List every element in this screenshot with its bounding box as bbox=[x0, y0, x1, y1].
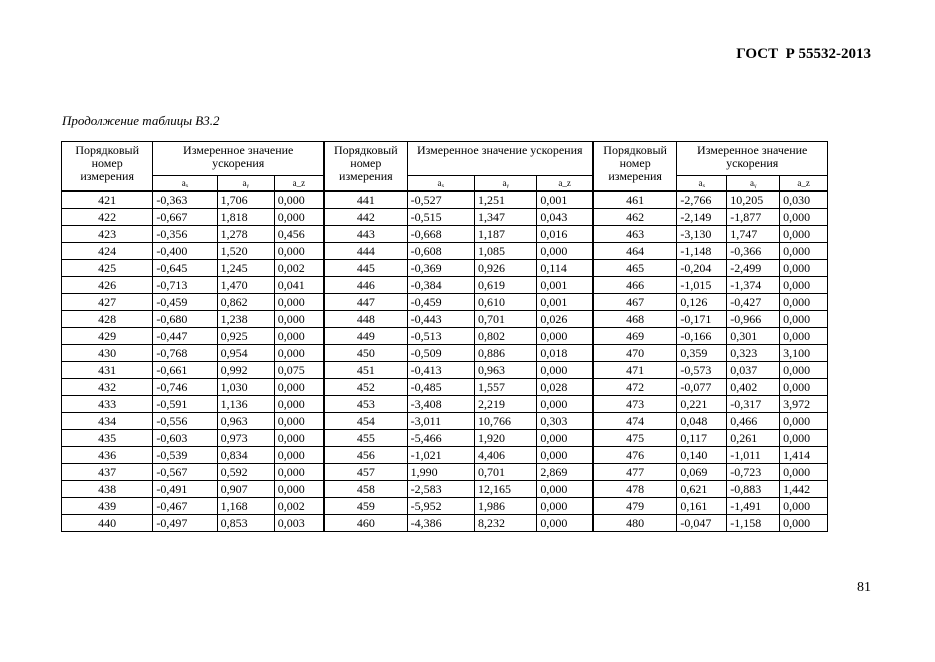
table-cell: 433 bbox=[62, 396, 153, 413]
table-cell: 0,000 bbox=[780, 311, 828, 328]
table-cell: 447 bbox=[324, 294, 407, 311]
table-cell: -5,952 bbox=[407, 498, 474, 515]
header-ax-3: aₓ bbox=[677, 176, 727, 192]
table-cell: 423 bbox=[62, 226, 153, 243]
table-cell: 0,000 bbox=[537, 328, 593, 345]
table-cell: 1,470 bbox=[217, 277, 274, 294]
table-cell: 431 bbox=[62, 362, 153, 379]
table-cell: -0,384 bbox=[407, 277, 474, 294]
table-cell: 466 bbox=[593, 277, 677, 294]
table-cell: 0,126 bbox=[677, 294, 727, 311]
table-cell: 471 bbox=[593, 362, 677, 379]
table-cell: 474 bbox=[593, 413, 677, 430]
table-cell: 429 bbox=[62, 328, 153, 345]
table-cell: 0,261 bbox=[727, 430, 780, 447]
table-row bbox=[62, 328, 828, 345]
table-cell: 0,907 bbox=[217, 481, 274, 498]
table-cell: 0,000 bbox=[780, 413, 828, 430]
table-cell: 0,886 bbox=[475, 345, 537, 362]
table-cell: 0,018 bbox=[537, 345, 593, 362]
table-cell: -2,766 bbox=[677, 191, 727, 209]
table-cell: 461 bbox=[593, 191, 677, 209]
table-cell: -0,883 bbox=[727, 481, 780, 498]
header-group-2: Измеренное значение ускорения bbox=[407, 142, 593, 176]
table-cell: 0,466 bbox=[727, 413, 780, 430]
table-cell: 1,818 bbox=[217, 209, 274, 226]
table-cell: 470 bbox=[593, 345, 677, 362]
table-row bbox=[62, 413, 828, 430]
table-cell: 0,000 bbox=[780, 328, 828, 345]
table-row bbox=[62, 345, 828, 362]
table-row bbox=[62, 209, 828, 226]
table-cell: 0,000 bbox=[780, 294, 828, 311]
table-cell: -0,447 bbox=[153, 328, 217, 345]
table-cell: 0,456 bbox=[274, 226, 324, 243]
table-row bbox=[62, 277, 828, 294]
header-number-1: Порядковый номер измерения bbox=[62, 142, 153, 192]
table-cell: -0,556 bbox=[153, 413, 217, 430]
header-ay-1: aᵧ bbox=[217, 176, 274, 192]
table-cell: 0,221 bbox=[677, 396, 727, 413]
table-cell: 0,000 bbox=[780, 379, 828, 396]
table-cell: 1,414 bbox=[780, 447, 828, 464]
table-cell: 1,030 bbox=[217, 379, 274, 396]
table-cell: 457 bbox=[324, 464, 407, 481]
table-cell: 472 bbox=[593, 379, 677, 396]
table-cell: 0,000 bbox=[274, 191, 324, 209]
table-cell: 452 bbox=[324, 379, 407, 396]
table-cell: 475 bbox=[593, 430, 677, 447]
table-cell: 1,706 bbox=[217, 191, 274, 209]
table-cell: -0,317 bbox=[727, 396, 780, 413]
table-cell: -0,723 bbox=[727, 464, 780, 481]
header-number-2: Порядковый номер измерения bbox=[324, 142, 407, 192]
table-cell: 3,100 bbox=[780, 345, 828, 362]
table-cell: 0,043 bbox=[537, 209, 593, 226]
table-cell: 0,000 bbox=[274, 209, 324, 226]
table-cell: -2,583 bbox=[407, 481, 474, 498]
table-cell: 0,592 bbox=[217, 464, 274, 481]
table-cell: -1,491 bbox=[727, 498, 780, 515]
table-cell: 427 bbox=[62, 294, 153, 311]
table-cell: 0,000 bbox=[274, 311, 324, 328]
table-cell: 1,920 bbox=[475, 430, 537, 447]
page-number: 81 bbox=[857, 580, 871, 595]
table-cell: 0,114 bbox=[537, 260, 593, 277]
table-cell: 0,834 bbox=[217, 447, 274, 464]
table-cell: 451 bbox=[324, 362, 407, 379]
table-cell: 0,140 bbox=[677, 447, 727, 464]
table-cell: 3,972 bbox=[780, 396, 828, 413]
table-row bbox=[62, 498, 828, 515]
table-cell: 454 bbox=[324, 413, 407, 430]
table-cell: 455 bbox=[324, 430, 407, 447]
table-cell: 0,000 bbox=[780, 464, 828, 481]
table-cell: 459 bbox=[324, 498, 407, 515]
table-cell: 0,000 bbox=[537, 515, 593, 532]
table-cell: 0,323 bbox=[727, 345, 780, 362]
table-cell: 0,000 bbox=[780, 515, 828, 532]
table-cell: 0,000 bbox=[780, 243, 828, 260]
table-cell: 0,002 bbox=[274, 498, 324, 515]
table-cell: -2,149 bbox=[677, 209, 727, 226]
table-cell: -1,021 bbox=[407, 447, 474, 464]
table-cell: -0,603 bbox=[153, 430, 217, 447]
table-row bbox=[62, 243, 828, 260]
table-cell: 0,001 bbox=[537, 277, 593, 294]
table-cell: -0,485 bbox=[407, 379, 474, 396]
table-cell: 450 bbox=[324, 345, 407, 362]
table-cell: 1,442 bbox=[780, 481, 828, 498]
table-cell: 0,003 bbox=[274, 515, 324, 532]
table-cell: 0,000 bbox=[537, 498, 593, 515]
table-cell: 469 bbox=[593, 328, 677, 345]
table-cell: -0,746 bbox=[153, 379, 217, 396]
table-cell: -3,408 bbox=[407, 396, 474, 413]
table-cell: 0,000 bbox=[274, 379, 324, 396]
table-row bbox=[62, 362, 828, 379]
table-row bbox=[62, 260, 828, 277]
table-cell: 424 bbox=[62, 243, 153, 260]
table-cell: 426 bbox=[62, 277, 153, 294]
table-cell: 0,117 bbox=[677, 430, 727, 447]
table-cell: -0,539 bbox=[153, 447, 217, 464]
table-cell: 1,168 bbox=[217, 498, 274, 515]
header-group-1: Измеренное значение ускорения bbox=[153, 142, 324, 176]
table-cell: 456 bbox=[324, 447, 407, 464]
table-cell: -0,573 bbox=[677, 362, 727, 379]
table-cell: -0,459 bbox=[407, 294, 474, 311]
table-cell: 445 bbox=[324, 260, 407, 277]
table-cell: -5,466 bbox=[407, 430, 474, 447]
table-cell: 1,136 bbox=[217, 396, 274, 413]
table-row bbox=[62, 191, 828, 209]
table-cell: 0,000 bbox=[780, 277, 828, 294]
table-cell: -0,363 bbox=[153, 191, 217, 209]
table-cell: 0,701 bbox=[475, 311, 537, 328]
table-row bbox=[62, 294, 828, 311]
table-row bbox=[62, 447, 828, 464]
table-cell: -0,515 bbox=[407, 209, 474, 226]
table-cell: 0,992 bbox=[217, 362, 274, 379]
table-cell: 0,000 bbox=[274, 430, 324, 447]
table-cell: 476 bbox=[593, 447, 677, 464]
table-cell: 1,520 bbox=[217, 243, 274, 260]
table-cell: 2,219 bbox=[475, 396, 537, 413]
table-cell: 1,347 bbox=[475, 209, 537, 226]
table-cell: 436 bbox=[62, 447, 153, 464]
table-cell: 0,862 bbox=[217, 294, 274, 311]
table-cell: 0,037 bbox=[727, 362, 780, 379]
document-header: ГОСТ Р 55532-2013 bbox=[736, 46, 871, 62]
table-cell: -0,204 bbox=[677, 260, 727, 277]
table-cell: -0,608 bbox=[407, 243, 474, 260]
table-cell: -0,713 bbox=[153, 277, 217, 294]
table-cell: 0,925 bbox=[217, 328, 274, 345]
table-cell: 0,026 bbox=[537, 311, 593, 328]
table-cell: -4,386 bbox=[407, 515, 474, 532]
table-cell: 1,278 bbox=[217, 226, 274, 243]
table-cell: 428 bbox=[62, 311, 153, 328]
table-cell: -0,680 bbox=[153, 311, 217, 328]
header-ax-1: aₓ bbox=[153, 176, 217, 192]
table-cell: -1,148 bbox=[677, 243, 727, 260]
table-cell: -0,966 bbox=[727, 311, 780, 328]
table-row bbox=[62, 464, 828, 481]
table-cell: 430 bbox=[62, 345, 153, 362]
table-body bbox=[62, 191, 828, 532]
table-cell: 0,075 bbox=[274, 362, 324, 379]
table-cell: 0,000 bbox=[274, 328, 324, 345]
table-cell: -0,668 bbox=[407, 226, 474, 243]
table-cell: 0,973 bbox=[217, 430, 274, 447]
table-cell: 1,085 bbox=[475, 243, 537, 260]
table-cell: 444 bbox=[324, 243, 407, 260]
table-cell: 0,001 bbox=[537, 191, 593, 209]
table-cell: -0,369 bbox=[407, 260, 474, 277]
table-cell: -0,513 bbox=[407, 328, 474, 345]
table-cell: -0,491 bbox=[153, 481, 217, 498]
table-cell: 12,165 bbox=[475, 481, 537, 498]
table-cell: 0,359 bbox=[677, 345, 727, 362]
table-cell: 432 bbox=[62, 379, 153, 396]
table-cell: 0,000 bbox=[537, 396, 593, 413]
table-cell: 0,963 bbox=[475, 362, 537, 379]
table-cell: 479 bbox=[593, 498, 677, 515]
table-cell: 477 bbox=[593, 464, 677, 481]
table-cell: 1,251 bbox=[475, 191, 537, 209]
table-cell: 0,000 bbox=[780, 209, 828, 226]
table-cell: 0,402 bbox=[727, 379, 780, 396]
acceleration-table bbox=[61, 141, 828, 532]
table-row bbox=[62, 481, 828, 498]
table-cell: 0,000 bbox=[537, 447, 593, 464]
table-cell: 0,621 bbox=[677, 481, 727, 498]
table-cell: 1,238 bbox=[217, 311, 274, 328]
table-cell: 464 bbox=[593, 243, 677, 260]
header-az-2: a_z bbox=[537, 176, 593, 192]
table-cell: 0,000 bbox=[537, 481, 593, 498]
table-cell: -1,374 bbox=[727, 277, 780, 294]
table-cell: -0,591 bbox=[153, 396, 217, 413]
table-cell: 446 bbox=[324, 277, 407, 294]
header-ax-2: aₓ bbox=[407, 176, 474, 192]
table-cell: -0,356 bbox=[153, 226, 217, 243]
table-cell: 1,747 bbox=[727, 226, 780, 243]
table-cell: -0,509 bbox=[407, 345, 474, 362]
table-row bbox=[62, 226, 828, 243]
table-cell: 440 bbox=[62, 515, 153, 532]
table-cell: -1,877 bbox=[727, 209, 780, 226]
header-ay-3: aᵧ bbox=[727, 176, 780, 192]
table-cell: -1,015 bbox=[677, 277, 727, 294]
table-cell: 1,986 bbox=[475, 498, 537, 515]
table-cell: -0,166 bbox=[677, 328, 727, 345]
table-cell: -1,158 bbox=[727, 515, 780, 532]
table-cell: 0,000 bbox=[780, 430, 828, 447]
table-cell: 1,245 bbox=[217, 260, 274, 277]
header-number-3: Порядковый номер измерения bbox=[593, 142, 677, 192]
table-cell: 0,303 bbox=[537, 413, 593, 430]
table-cell: 0,000 bbox=[274, 396, 324, 413]
table-row bbox=[62, 379, 828, 396]
table-cell: -1,011 bbox=[727, 447, 780, 464]
table-cell: 2,869 bbox=[537, 464, 593, 481]
table-cell: 0,000 bbox=[274, 294, 324, 311]
table-cell: 478 bbox=[593, 481, 677, 498]
table-cell: -0,427 bbox=[727, 294, 780, 311]
table-cell: -0,667 bbox=[153, 209, 217, 226]
table-cell: 421 bbox=[62, 191, 153, 209]
table-row bbox=[62, 311, 828, 328]
table-cell: 0,028 bbox=[537, 379, 593, 396]
table-cell: 10,205 bbox=[727, 191, 780, 209]
table-cell: 465 bbox=[593, 260, 677, 277]
table-cell: -0,077 bbox=[677, 379, 727, 396]
table-cell: 1,557 bbox=[475, 379, 537, 396]
table-cell: 0,301 bbox=[727, 328, 780, 345]
table-cell: 453 bbox=[324, 396, 407, 413]
table-cell: 0,954 bbox=[217, 345, 274, 362]
table-cell: -0,497 bbox=[153, 515, 217, 532]
table-cell: -0,171 bbox=[677, 311, 727, 328]
table-cell: 0,000 bbox=[780, 226, 828, 243]
table-cell: -0,400 bbox=[153, 243, 217, 260]
table-cell: 0,000 bbox=[274, 345, 324, 362]
table-cell: 0,041 bbox=[274, 277, 324, 294]
table-cell: 0,926 bbox=[475, 260, 537, 277]
table-cell: -0,645 bbox=[153, 260, 217, 277]
table-row bbox=[62, 515, 828, 532]
table-cell: 462 bbox=[593, 209, 677, 226]
table-cell: -0,047 bbox=[677, 515, 727, 532]
table-cell: 437 bbox=[62, 464, 153, 481]
table-cell: 0,001 bbox=[537, 294, 593, 311]
table-cell: -0,661 bbox=[153, 362, 217, 379]
table-cell: 0,000 bbox=[274, 447, 324, 464]
table-cell: -0,366 bbox=[727, 243, 780, 260]
header-az-3: a_z bbox=[780, 176, 828, 192]
header-ay-2: aᵧ bbox=[475, 176, 537, 192]
table-cell: 480 bbox=[593, 515, 677, 532]
table-cell: -0,567 bbox=[153, 464, 217, 481]
table-cell: 0,701 bbox=[475, 464, 537, 481]
table-cell: 441 bbox=[324, 191, 407, 209]
table-cell: 0,000 bbox=[537, 362, 593, 379]
table-cell: 0,030 bbox=[780, 191, 828, 209]
table-cell: -0,413 bbox=[407, 362, 474, 379]
table-cell: 0,161 bbox=[677, 498, 727, 515]
table-cell: 0,016 bbox=[537, 226, 593, 243]
table-cell: 0,069 bbox=[677, 464, 727, 481]
table-cell: 0,000 bbox=[537, 243, 593, 260]
table-cell: 458 bbox=[324, 481, 407, 498]
table-cell: 8,232 bbox=[475, 515, 537, 532]
table-caption: Продолжение таблицы В3.2 bbox=[62, 113, 220, 128]
table-cell: 0,000 bbox=[274, 243, 324, 260]
table-cell: 0,002 bbox=[274, 260, 324, 277]
table-cell: -3,130 bbox=[677, 226, 727, 243]
table-cell: -2,499 bbox=[727, 260, 780, 277]
table-cell: 0,619 bbox=[475, 277, 537, 294]
table-cell: 443 bbox=[324, 226, 407, 243]
header-group-3: Измеренное значение ускорения bbox=[677, 142, 828, 176]
table-cell: 460 bbox=[324, 515, 407, 532]
table-cell: 0,000 bbox=[780, 498, 828, 515]
table-cell: 467 bbox=[593, 294, 677, 311]
table-cell: 0,000 bbox=[274, 464, 324, 481]
table-cell: 463 bbox=[593, 226, 677, 243]
table-cell: 0,048 bbox=[677, 413, 727, 430]
table-cell: 434 bbox=[62, 413, 153, 430]
table-cell: 439 bbox=[62, 498, 153, 515]
table-cell: 0,000 bbox=[780, 362, 828, 379]
table-cell: -0,527 bbox=[407, 191, 474, 209]
table-cell: -0,443 bbox=[407, 311, 474, 328]
table-cell: 1,990 bbox=[407, 464, 474, 481]
table-cell: 468 bbox=[593, 311, 677, 328]
table-cell: 422 bbox=[62, 209, 153, 226]
table-cell: 0,802 bbox=[475, 328, 537, 345]
table-cell: -0,459 bbox=[153, 294, 217, 311]
table-cell: 0,963 bbox=[217, 413, 274, 430]
table-row bbox=[62, 396, 828, 413]
header-az-1: a_z bbox=[274, 176, 324, 192]
table-cell: 448 bbox=[324, 311, 407, 328]
table-cell: 1,187 bbox=[475, 226, 537, 243]
table-cell: 0,000 bbox=[537, 430, 593, 447]
table-cell: -0,768 bbox=[153, 345, 217, 362]
table-cell: 449 bbox=[324, 328, 407, 345]
table-cell: 438 bbox=[62, 481, 153, 498]
table-cell: 442 bbox=[324, 209, 407, 226]
table-cell: 0,000 bbox=[780, 260, 828, 277]
table-cell: 10,766 bbox=[475, 413, 537, 430]
table-cell: 473 bbox=[593, 396, 677, 413]
table-cell: 0,000 bbox=[274, 413, 324, 430]
table-cell: 0,853 bbox=[217, 515, 274, 532]
table-row bbox=[62, 430, 828, 447]
table-cell: -3,011 bbox=[407, 413, 474, 430]
table-cell: 4,406 bbox=[475, 447, 537, 464]
table-cell: 435 bbox=[62, 430, 153, 447]
table-cell: 425 bbox=[62, 260, 153, 277]
table-cell: 0,610 bbox=[475, 294, 537, 311]
table-cell: 0,000 bbox=[274, 481, 324, 498]
table-cell: -0,467 bbox=[153, 498, 217, 515]
